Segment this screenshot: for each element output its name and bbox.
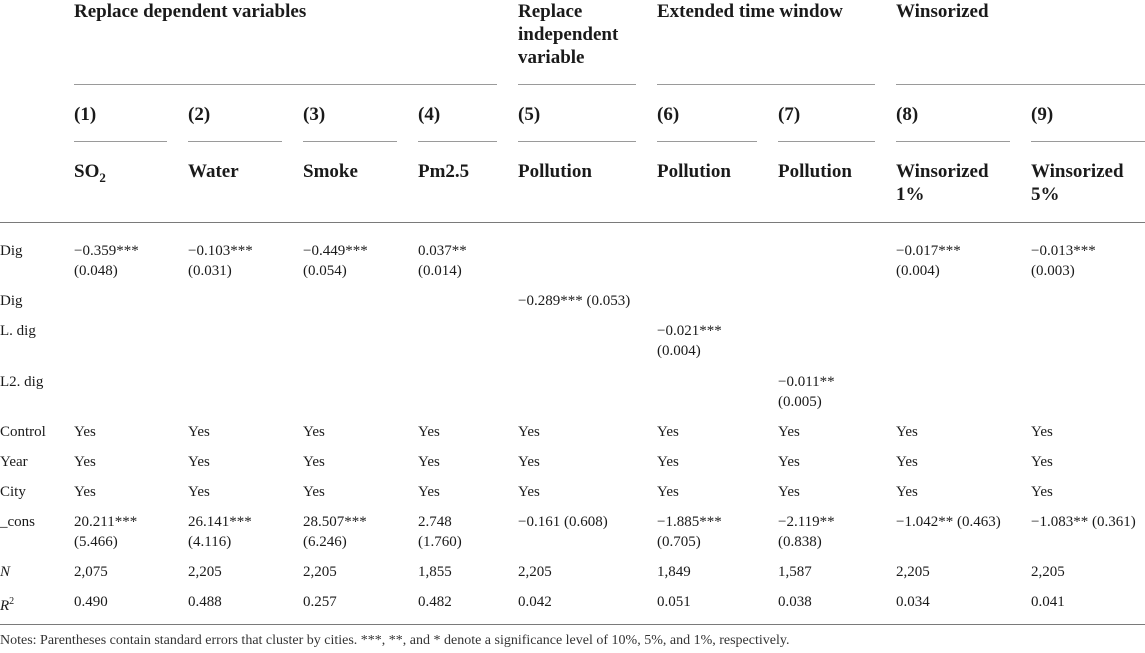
cell-n-4: 1,855 (418, 564, 452, 580)
col-name-winsorized-5: Winsorized 5% (1031, 161, 1124, 205)
cell-r2-5: 0.042 (518, 594, 552, 610)
cell-cons-6: −1.885*** (0.705) (657, 514, 722, 550)
cell-city-6: Yes (657, 484, 679, 500)
col-name-so2: $SO_2$ (74, 161, 106, 185)
group-rule-replace-independent (518, 84, 636, 85)
table-bottom-rule (0, 624, 1145, 625)
cell-city-9: Yes (1031, 484, 1053, 500)
cell-n-1: 2,075 (74, 564, 108, 580)
col-rule-8 (896, 141, 1010, 142)
cell-r2-9: 0.041 (1031, 594, 1065, 610)
cell-r2-1: 0.490 (74, 594, 108, 610)
cell-city-1: Yes (74, 484, 96, 500)
cell-city-4: Yes (418, 484, 440, 500)
cell-year-9: Yes (1031, 454, 1053, 470)
cell-control-3: Yes (303, 424, 325, 440)
col-name-pm25: Pm2.5 (418, 161, 470, 182)
cell-n-5: 2,205 (518, 564, 552, 580)
cell-year-3: Yes (303, 454, 325, 470)
cell-city-8: Yes (896, 484, 918, 500)
cell-year-8: Yes (896, 454, 918, 470)
col-name-winsorized-1: Winsorized 1% (896, 161, 989, 205)
cell-control-4: Yes (418, 424, 440, 440)
row-label-control: Control (0, 424, 46, 440)
cell-cons-3: 28.507*** (6.246) (303, 514, 367, 550)
cell-cons-2: 26.141*** (4.116) (188, 514, 252, 550)
cell-year-7: Yes (778, 454, 800, 470)
col-num-4: (4) (418, 104, 441, 125)
row-label-year: Year (0, 454, 28, 470)
cell-dig-9: −0.013*** (0.003) (1031, 243, 1096, 279)
col-rule-3 (303, 141, 397, 142)
cell-year-4: Yes (418, 454, 440, 470)
col-num-5: (5) (518, 104, 541, 125)
col-rule-7 (778, 141, 875, 142)
cell-control-7: Yes (778, 424, 800, 440)
col-name-water: Water (188, 161, 239, 182)
cell-dig-4: 0.037** (0.014) (418, 243, 467, 279)
cell-n-7: 1,587 (778, 564, 812, 580)
group-header-winsorized: Winsorized (896, 1, 989, 22)
cell-control-5: Yes (518, 424, 540, 440)
row-label-n: N (0, 564, 11, 580)
cell-city-2: Yes (188, 484, 210, 500)
col-num-6: (6) (657, 104, 680, 125)
group-header-replace-dependent: Replace dependent variables (74, 1, 307, 22)
col-rule-2 (188, 141, 282, 142)
cell-year-1: Yes (74, 454, 96, 470)
col-rule-5 (518, 141, 636, 142)
row-label-l2-dig: L2. dig (0, 374, 44, 390)
cell-control-2: Yes (188, 424, 210, 440)
row-label-dig-alt: Dig (0, 293, 23, 309)
cell-city-5: Yes (518, 484, 540, 500)
col-num-1: (1) (74, 104, 97, 125)
col-num-9: (9) (1031, 104, 1054, 125)
col-name-pollution-7: Pollution (778, 161, 852, 182)
cell-r2-2: 0.488 (188, 594, 222, 610)
col-name-pollution-6: Pollution (657, 161, 731, 182)
cell-control-8: Yes (896, 424, 918, 440)
row-label-cons: _cons (0, 514, 35, 530)
col-num-8: (8) (896, 104, 919, 125)
cell-dig-2: −0.103*** (0.031) (188, 243, 253, 279)
cell-city-3: Yes (303, 484, 325, 500)
cell-r2-8: 0.034 (896, 594, 930, 610)
cell-cons-9: −1.083** (0.361) (1031, 514, 1136, 530)
col-num-3: (3) (303, 104, 326, 125)
row-label-dig: Dig (0, 243, 23, 259)
cell-city-7: Yes (778, 484, 800, 500)
cell-control-9: Yes (1031, 424, 1053, 440)
col-num-7: (7) (778, 104, 801, 125)
col-rule-4 (418, 141, 497, 142)
cell-n-8: 2,205 (896, 564, 930, 580)
table-notes: Notes: Parentheses contain standard errors that cluster by cities. ***, **, and * denote a significance level of 10%, 5%, and 1%, respectively. (0, 633, 790, 648)
cell-dig-8: −0.017*** (0.004) (896, 243, 961, 279)
cell-cons-1: 20.211*** (5.466) (74, 514, 138, 550)
cell-cons-7: −2.119** (0.838) (778, 514, 835, 550)
cell-cons-5: −0.161 (0.608) (518, 514, 608, 530)
col-num-2: (2) (188, 104, 211, 125)
cell-dig-3: −0.449*** (0.054) (303, 243, 368, 279)
group-header-replace-independent: Replace independent variable (518, 1, 619, 68)
cell-r2-7: 0.038 (778, 594, 812, 610)
cell-n-2: 2,205 (188, 564, 222, 580)
col-rule-1 (74, 141, 167, 142)
col-rule-6 (657, 141, 757, 142)
cell-year-6: Yes (657, 454, 679, 470)
row-label-l-dig: L. dig (0, 323, 36, 339)
cell-r2-3: 0.257 (303, 594, 337, 610)
group-rule-extended (657, 84, 875, 85)
cell-year-2: Yes (188, 454, 210, 470)
cell-n-3: 2,205 (303, 564, 337, 580)
group-rule-replace-dependent (74, 84, 497, 85)
cell-l2-dig-7: −0.011** (0.005) (778, 374, 835, 410)
cell-dig-alt-5: −0.289*** (0.053) (518, 293, 631, 309)
cell-cons-8: −1.042** (0.463) (896, 514, 1001, 530)
cell-r2-4: 0.482 (418, 594, 452, 610)
cell-control-6: Yes (657, 424, 679, 440)
col-rule-9 (1031, 141, 1145, 142)
cell-n-6: 1,849 (657, 564, 691, 580)
group-header-extended-time-window: Extended time window (657, 1, 843, 22)
cell-control-1: Yes (74, 424, 96, 440)
col-name-pollution-5: Pollution (518, 161, 592, 182)
group-rule-winsorized (896, 84, 1145, 85)
col-name-smoke: Smoke (303, 161, 358, 182)
header-bottom-rule (0, 222, 1145, 223)
row-label-r2: $R^2$ (0, 596, 15, 614)
cell-n-9: 2,205 (1031, 564, 1065, 580)
cell-l-dig-6: −0.021*** (0.004) (657, 323, 722, 359)
cell-cons-4: 2.748 (1.760) (418, 514, 462, 550)
row-label-city: City (0, 484, 26, 500)
cell-dig-1: −0.359*** (0.048) (74, 243, 139, 279)
cell-year-5: Yes (518, 454, 540, 470)
cell-r2-6: 0.051 (657, 594, 691, 610)
